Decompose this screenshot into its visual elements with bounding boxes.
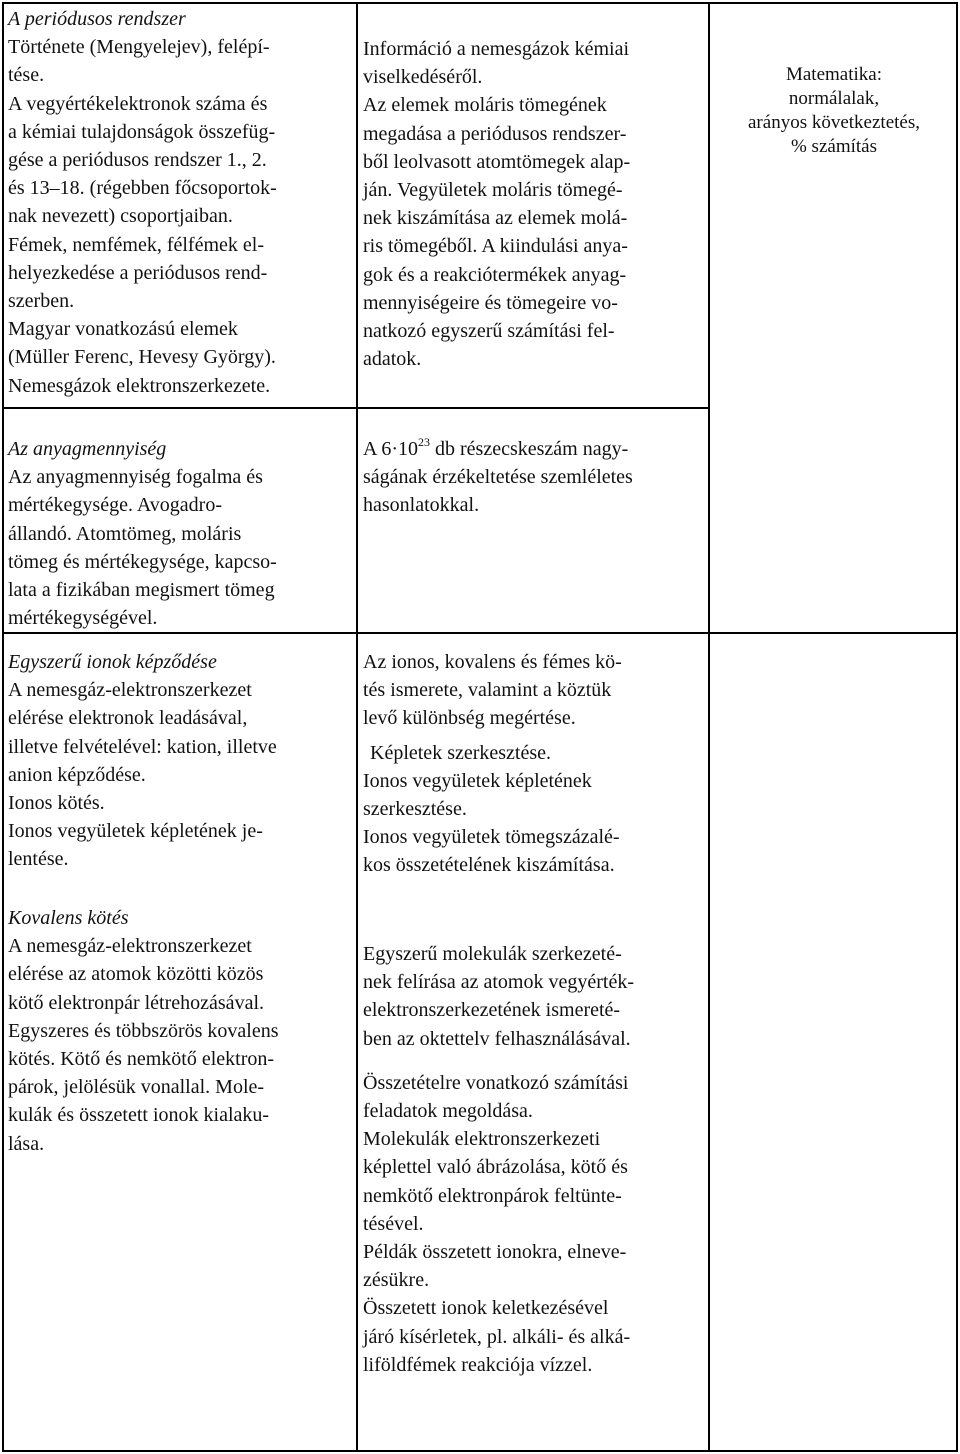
text-line: Információ a nemesgázok kémiai bbox=[363, 38, 629, 60]
text-line: ján. Vegyületek moláris tömegé- bbox=[363, 179, 623, 202]
text-line: liföldfémek reakciója vízzel. bbox=[363, 1353, 593, 1376]
text-line: Összetett ionok keletkezésével bbox=[363, 1297, 609, 1320]
text-line: Az ionos, kovalens és fémes kö- bbox=[363, 651, 622, 673]
text-line: elérése elektronok leadásával, bbox=[8, 707, 248, 730]
text-line: viselkedéséről. bbox=[363, 66, 483, 89]
text-line: Ionos vegyületek képletének bbox=[363, 769, 592, 792]
table-border-left bbox=[2, 2, 4, 1452]
text-line: Fémek, nemfémek, félfémek el- bbox=[8, 233, 264, 256]
text-line: illetve felvételével: kation, illetve bbox=[8, 735, 277, 758]
cell-simple-ions-content bbox=[8, 648, 354, 874]
text-line: hasonlatokkal. bbox=[363, 494, 480, 517]
text-line: szerben. bbox=[8, 290, 75, 313]
text-line: Képletek szerkesztése. bbox=[370, 741, 552, 764]
text-line: elektronszerkezetének ismereté- bbox=[363, 999, 621, 1022]
text-line: zésükre. bbox=[363, 1269, 430, 1292]
text-line: lata a fizikában megismert tömeg bbox=[8, 579, 275, 602]
text-line: levő különbség megértése. bbox=[363, 707, 576, 730]
text-line: gok és a reakciótermékek anyag- bbox=[363, 263, 627, 286]
text-line: natkozó egyszerű számítási fel- bbox=[363, 320, 615, 343]
text-line: feladatok megoldása. bbox=[363, 1100, 533, 1123]
column-divider-2 bbox=[708, 2, 710, 1452]
section-title: Egyszerű ionok képződése bbox=[8, 651, 217, 673]
cell-periodic-table-content bbox=[8, 5, 354, 400]
text-line: Összetételre vonatkozó számítási bbox=[363, 1071, 629, 1094]
section-title: Az anyagmennyiség bbox=[8, 438, 167, 460]
text-line: a kémiai tulajdonságok összefüg- bbox=[8, 120, 276, 143]
text-line: ben az oktettelv felhasználásával. bbox=[363, 1027, 631, 1050]
text-line: (Müller Ferenc, Hevesy György). bbox=[8, 346, 276, 369]
cell-amount-of-substance-content bbox=[8, 435, 354, 632]
text-line: kulák és összetett ionok kialaku- bbox=[8, 1104, 270, 1127]
text-line: képlettel való ábrázolása, kötő és bbox=[363, 1156, 628, 1179]
text-line: helyezkedése a periódusos rend- bbox=[8, 261, 268, 284]
cell-periodic-table-activities bbox=[363, 35, 705, 373]
text-line: Egyszerű molekulák szerkezeté- bbox=[363, 943, 622, 965]
text-line: kötés. Kötő és nemkötő elektron- bbox=[8, 1048, 275, 1071]
text-line: Molekulák elektronszerkezeti bbox=[363, 1128, 601, 1151]
text-line: nek felírása az atomok vegyérték- bbox=[363, 971, 634, 994]
text-line: Egyszeres és többszörös kovalens bbox=[8, 1019, 279, 1042]
text-line: A vegyértékelektronok száma és bbox=[8, 92, 268, 115]
text-line: párok, jelölésük vonallal. Mole- bbox=[8, 1076, 265, 1099]
text-line: ságának érzékeltetése szemléletes bbox=[363, 466, 633, 489]
text-line: megadása a periódusos rendszer- bbox=[363, 122, 627, 145]
text-line: lentése. bbox=[8, 848, 69, 871]
cell-amount-of-substance-activities bbox=[363, 435, 705, 520]
table-border-right bbox=[956, 2, 958, 1452]
text-line: ből leolvasott atomtömegek alap- bbox=[363, 150, 631, 173]
text-line: tése. bbox=[8, 64, 45, 87]
text-line: Ionos vegyületek képletének je- bbox=[8, 820, 263, 843]
column-divider-1 bbox=[356, 2, 358, 1452]
text-line: Matematika: bbox=[785, 64, 883, 85]
text-line: Az anyagmennyiség fogalma és bbox=[8, 466, 263, 489]
text-line: Az elemek moláris tömegének bbox=[363, 94, 607, 117]
text-line: arányos következtetés, bbox=[748, 112, 920, 133]
text-fragment: db részecskeszám nagy- bbox=[430, 438, 629, 460]
text-line: Magyar vonatkozású elemek bbox=[8, 318, 238, 341]
text-line: mértékegységével. bbox=[8, 607, 158, 630]
text-line: anion képződése. bbox=[8, 763, 146, 786]
section-title: A periódusos rendszer bbox=[8, 8, 186, 30]
text-line: nak nevezett) csoportjaiban. bbox=[8, 205, 233, 228]
text-line: ris tömegéből. A kiindulási anya- bbox=[363, 235, 628, 258]
text-line: tömeg és mértékegysége, kapcso- bbox=[8, 550, 277, 573]
text-line: szerkesztése. bbox=[363, 798, 467, 821]
text-line: nek kiszámítása az elemek molá- bbox=[363, 207, 628, 230]
text-line: járó kísérletek, pl. alkáli- és alká- bbox=[363, 1325, 631, 1348]
text-line: tésével. bbox=[363, 1212, 424, 1235]
text-line: gése a periódusos rendszer 1., 2. bbox=[8, 149, 267, 172]
cell-cross-curricular bbox=[712, 63, 956, 159]
text-line: lása. bbox=[8, 1132, 45, 1155]
table-border-bottom bbox=[2, 1450, 958, 1452]
text-line: mértékegysége. Avogadro- bbox=[8, 494, 222, 517]
text-line: elérése az atomok közötti közös bbox=[8, 963, 264, 986]
text-line bbox=[363, 435, 705, 463]
text-line: Ionos kötés. bbox=[8, 792, 105, 815]
text-line: A nemesgáz-elektronszerkezet bbox=[8, 935, 252, 958]
text-line: tés ismerete, valamint a köztük bbox=[363, 679, 612, 702]
text-line: Ionos vegyületek tömegszázalé- bbox=[363, 826, 620, 849]
text-line: mennyiségeire és tömegeire vo- bbox=[363, 291, 618, 314]
section-title: Kovalens kötés bbox=[8, 907, 129, 929]
text-line: A nemesgáz-elektronszerkezet bbox=[8, 679, 252, 702]
text-line: Példák összetett ionokra, elneve- bbox=[363, 1241, 627, 1264]
avogadro-base: A 6·10 bbox=[363, 438, 418, 460]
text-line: kos összetételének kiszámítása. bbox=[363, 854, 615, 877]
row-divider-col3 bbox=[708, 632, 958, 634]
text-line: Nemesgázok elektronszerkezete. bbox=[8, 374, 271, 397]
row-divider-1 bbox=[2, 407, 710, 409]
table-border-top bbox=[2, 2, 958, 4]
avogadro-exponent: 23 bbox=[418, 435, 430, 449]
text-line: normálalak, bbox=[788, 88, 880, 109]
text-line: kötő elektronpár létrehozásával. bbox=[8, 991, 264, 1014]
cell-covalent-bond-content bbox=[8, 904, 354, 1158]
text-line: állandó. Atomtömeg, moláris bbox=[8, 522, 242, 545]
cell-simple-ions-activities bbox=[363, 648, 705, 880]
text-line: nemkötő elektronpárok feltünte- bbox=[363, 1184, 622, 1207]
text-line: Története (Mengyelejev), felépí- bbox=[8, 36, 270, 59]
text-line: adatok. bbox=[363, 348, 422, 371]
cell-covalent-bond-activities bbox=[363, 940, 705, 1379]
text-line: % számítás bbox=[790, 136, 877, 157]
text-line: és 13–18. (régebben főcsoportok- bbox=[8, 177, 277, 200]
